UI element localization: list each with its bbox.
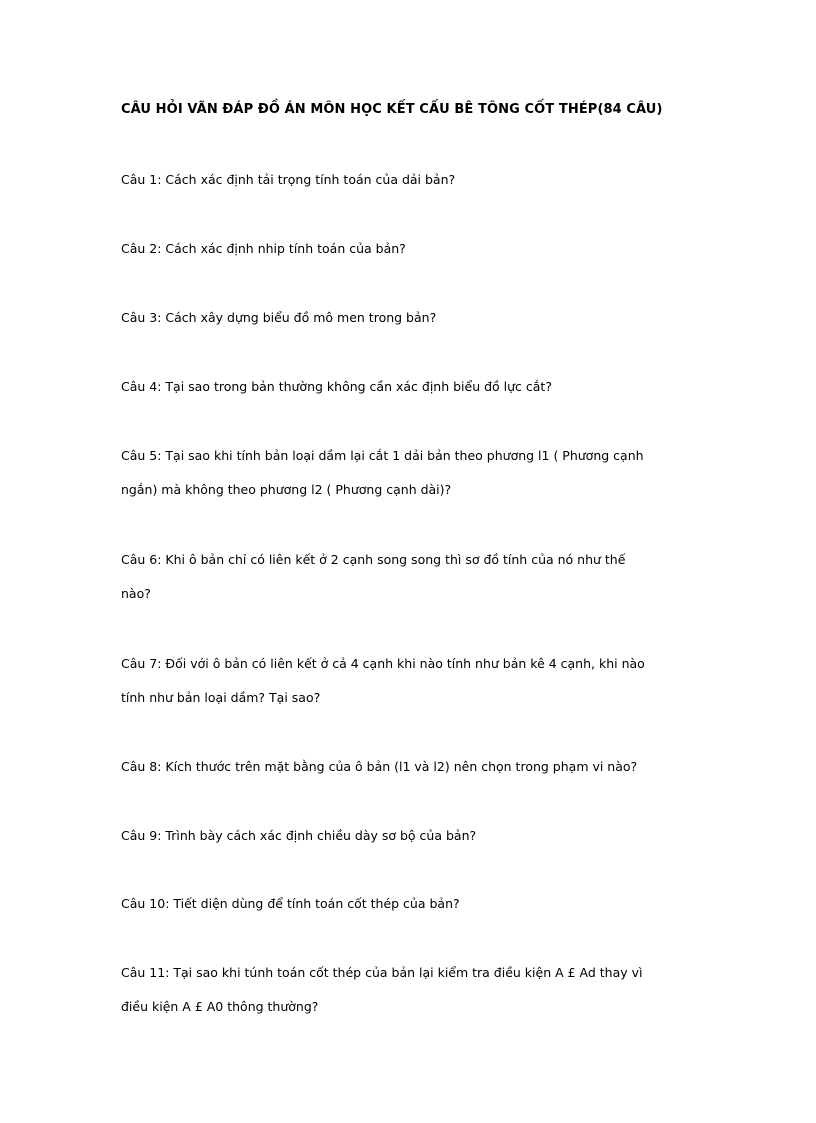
- question-5: [121, 439, 701, 507]
- question-6-line-1: Câu 6: Khi ô bản chỉ có liên kết ở 2 cạnh song song thì sơ đồ tính của nó như thế: [121, 552, 626, 567]
- question-2: [121, 232, 701, 266]
- question-11-line-2: điều kiện A £ A0 thông thường?: [121, 999, 319, 1014]
- question-4-line-1: Câu 4: Tại sao trong bản thường không cần xác định biểu đồ lực cắt?: [121, 379, 552, 394]
- question-6: [121, 543, 701, 611]
- question-8-line-1: Câu 8: Kích thước trên mặt bằng của ô bản (l1 và l2) nên chọn trong phạm vi nào?: [121, 759, 638, 774]
- question-7: [121, 647, 701, 715]
- question-3: [121, 301, 701, 335]
- question-8: [121, 750, 701, 784]
- document-title: CÂU HỎI VÃN ĐÁP ĐỒ ÁN MÔN HỌC KẾT CẤU BÊ TÔNG CỐT THÉP(84 CÂU): [121, 102, 663, 117]
- question-7-line-2: tính như bản loại dầm? Tại sao?: [121, 690, 321, 705]
- question-9: [121, 819, 701, 853]
- question-4: [121, 370, 701, 404]
- question-11-line-1: Câu 11: Tại sao khi túnh toán cốt thép của bản lại kiểm tra điều kiện A £ Ad thay vì: [121, 965, 643, 980]
- question-1-line-1: Câu 1: Cách xác định tải trọng tính toán của dải bản?: [121, 172, 456, 187]
- question-9-line-1: Câu 9: Trình bày cách xác định chiều dày sơ bộ của bản?: [121, 828, 477, 843]
- question-11: [121, 956, 701, 1024]
- question-5-line-1: Câu 5: Tại sao khi tính bản loại dầm lại cắt 1 dải bản theo phương l1 ( Phương cạnh: [121, 448, 644, 463]
- question-7-line-1: Câu 7: Đối với ô bản có liên kết ở cả 4 cạnh khi nào tính như bản kê 4 cạnh, khi nào: [121, 656, 645, 671]
- question-5-line-2: ngắn) mà không theo phương l2 ( Phương cạnh dài)?: [121, 482, 452, 497]
- question-1: [121, 163, 701, 197]
- question-10: [121, 887, 701, 921]
- question-3-line-1: Câu 3: Cách xây dựng biểu đồ mô men trong bản?: [121, 310, 437, 325]
- question-6-line-2: nào?: [121, 586, 151, 601]
- question-10-line-1: Câu 10: Tiết diện dùng để tính toán cốt thép của bản?: [121, 896, 460, 911]
- question-2-line-1: Câu 2: Cách xác định nhip tính toán của bản?: [121, 241, 406, 256]
